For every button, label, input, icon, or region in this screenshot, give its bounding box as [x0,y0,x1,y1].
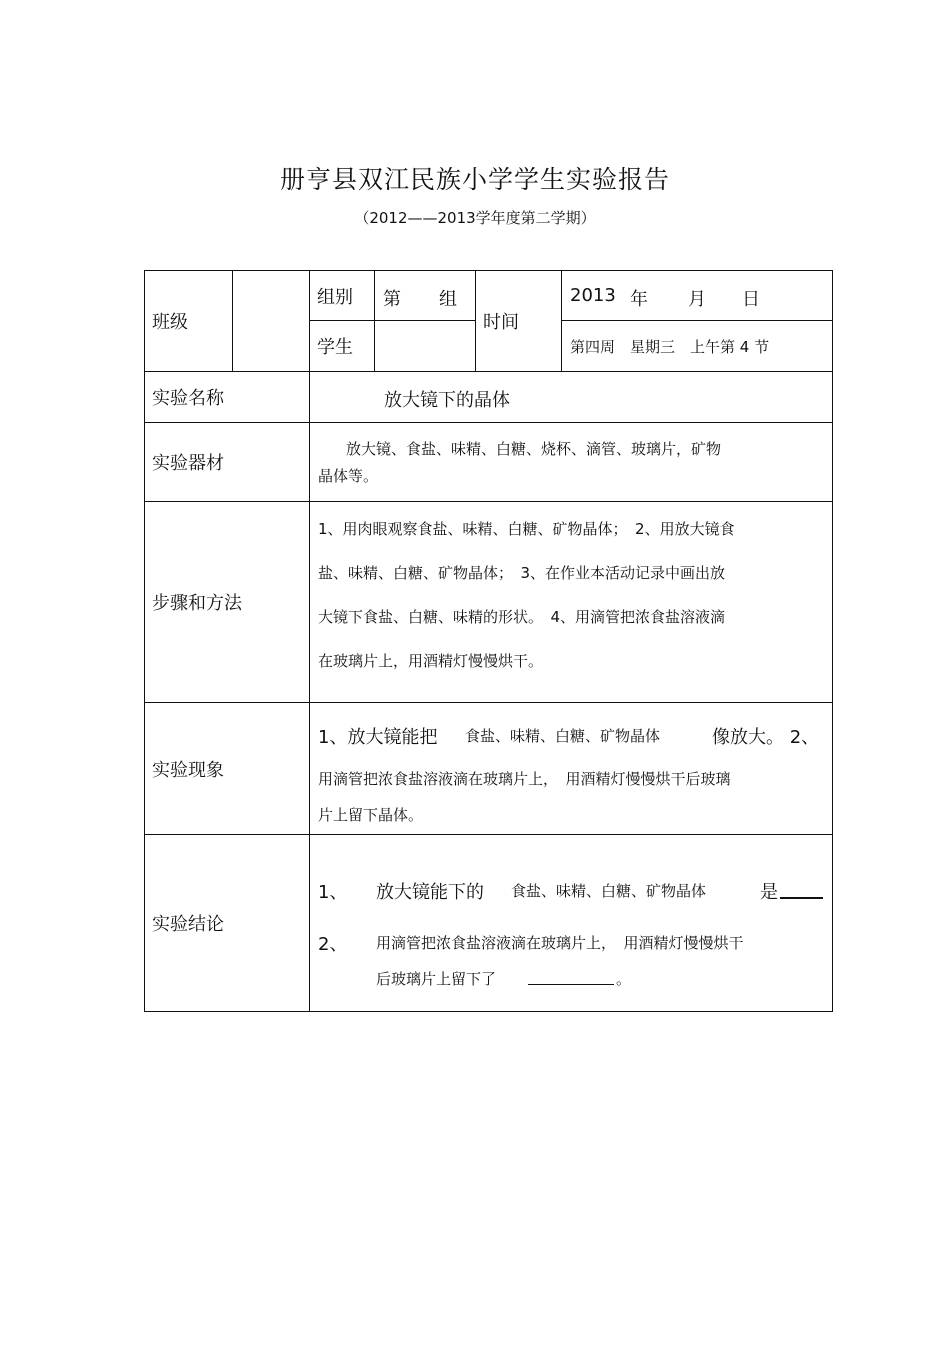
steps-line-1: 1、用肉眼观察食盐、味精、白糖、矿物晶体； 2、用放大镜食 [318,520,735,538]
schedule-cell [561,320,833,372]
name-value-cell [309,371,833,423]
phenomena-line-1b: 食盐、味精、白糖、矿物晶体 [465,727,661,745]
steps-label-cell [144,501,310,703]
name-value: 放大镜下的晶体 [384,390,510,411]
time-label-cell [475,270,562,372]
phenomena-line-1c: 像放大。 2、 [712,727,820,748]
student-label-cell [309,320,375,372]
date-day-unit: 日 [742,289,760,310]
conclusion-item-1-number: 1、 [318,882,348,903]
class-label-cell [144,270,233,372]
phenomena-line-3: 片上留下晶体。 [318,806,424,824]
conclusion-item-1-a: 放大镜能下的 [376,882,484,903]
conclusion-label: 实验结论 [152,914,224,935]
schedule-text: 第四周 星期三 上午第 4 节 [570,338,770,356]
page-subtitle: （2012——2013学年度第二学期） [354,209,596,227]
steps-line-4: 在玻璃片上，用酒精灯慢慢烘干。 [318,652,544,670]
answer-blank-2 [528,966,614,985]
conclusion-item-1-c: 是 [760,882,778,903]
date-cell [561,270,833,321]
conclusion-item-2-line-1: 用滴管把浓食盐溶液滴在玻璃片上， 用酒精灯慢慢烘干 [376,934,744,952]
phenomena-line-2: 用滴管把浓食盐溶液滴在玻璃片上， 用酒精灯慢慢烘干后玻璃 [318,770,731,788]
phenomena-label-cell [144,702,310,835]
name-label: 实验名称 [152,388,224,409]
class-value-cell [232,270,310,372]
conclusion-item-2-line-2: 后玻璃片上留下了 [376,970,497,988]
time-label: 时间 [483,312,519,333]
materials-label: 实验器材 [152,453,224,474]
answer-blank-1 [780,875,823,899]
page-title: 册亨县双江民族小学学生实验报告 [279,165,670,194]
conclusion-label-cell [144,834,310,1012]
steps-value-cell [309,501,833,703]
date-year-unit: 年 [630,289,648,310]
materials-line-2: 晶体等。 [318,467,379,485]
steps-line-3: 大镜下食盐、白糖、味精的形状。 4、用滴管把浓食盐溶液滴 [318,608,726,626]
date-year: 2013 [570,285,616,306]
phenomena-label: 实验现象 [152,759,224,781]
group-label: 组别 [317,286,353,308]
phenomena-line-1a: 1、放大镜能把 [318,727,438,748]
conclusion-item-2-end: 。 [616,970,632,988]
materials-value-cell [309,422,833,502]
name-label-cell [144,371,310,423]
steps-line-2: 盐、味精、白糖、矿物晶体； 3、在作业本活动记录中画出放 [318,564,726,582]
group-value-suffix: 组 [439,289,457,310]
group-value-cell [374,270,476,321]
class-label: 班级 [152,312,188,333]
student-value-cell [374,320,476,372]
student-label: 学生 [317,337,353,358]
steps-label: 步骤和方法 [152,593,242,614]
group-value-prefix: 第 [383,289,401,310]
conclusion-value-cell [309,834,833,1012]
date-month-unit: 月 [688,289,706,310]
conclusion-item-1-blank [780,875,823,904]
materials-line-1: 放大镜、食盐、味精、白糖、烧杯、滴管、玻璃片，矿物 [346,440,722,458]
conclusion-item-2-blank [528,966,614,990]
group-label-cell [309,270,375,321]
phenomena-value-cell [309,702,833,835]
materials-label-cell [144,422,310,502]
conclusion-item-2-number: 2、 [318,934,348,955]
conclusion-item-1-b: 食盐、味精、白糖、矿物晶体 [511,882,707,900]
